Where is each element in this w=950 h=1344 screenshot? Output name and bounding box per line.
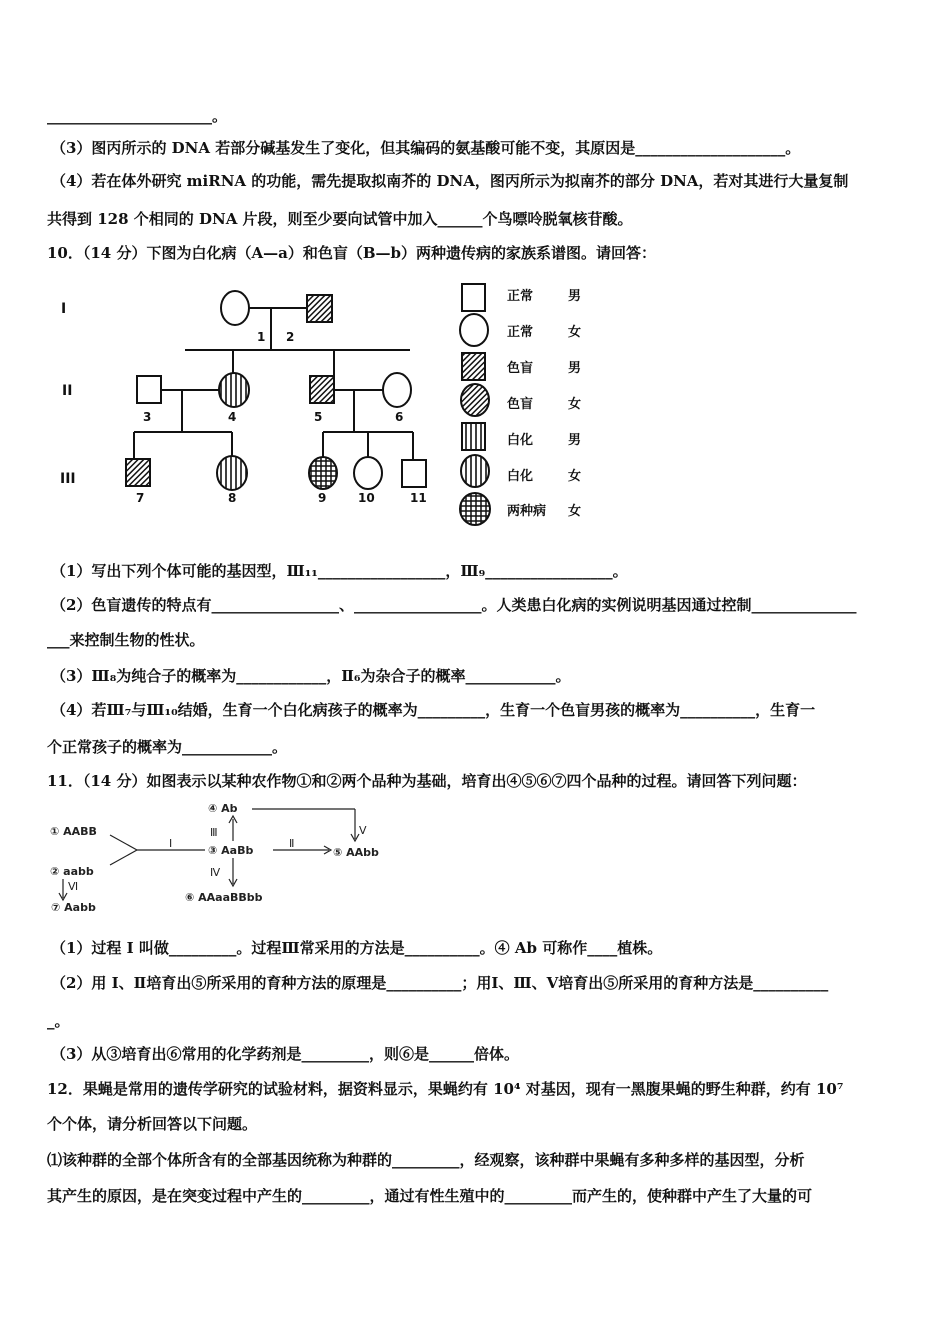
- question-9-3: （3）图丙所示的 DNA 若部分碱基发生了变化，但其编码的氨基酸可能不变，其原因是____________________。: [51, 139, 801, 157]
- question-10-2: （2）色盲遗传的特点有_________________、_________________。人类患白化病的实例说明基因通过控制______________: [51, 596, 857, 614]
- legend-kind: 白化: [507, 433, 534, 448]
- question-9-4: （4）若在体外研究 miRNA 的功能，需先提取拟南芥的 DNA，图丙所示为拟南芥的部分 DNA，若对其进行大量复制: [51, 172, 849, 190]
- individual-number: 3: [143, 410, 152, 424]
- legend-symbol: [461, 455, 489, 487]
- legend-sex: 女: [568, 504, 582, 519]
- legend-sex: 女: [568, 397, 582, 412]
- legend-symbol: [462, 284, 485, 311]
- legend-kind: 两种病: [507, 504, 547, 519]
- node-3: ③ AaBb: [208, 844, 254, 857]
- legend-symbol: [461, 384, 489, 416]
- step-label: Ⅱ: [289, 837, 295, 850]
- individual-number: 2: [286, 330, 295, 344]
- individual-number: 8: [228, 491, 237, 505]
- individual-II-4: [219, 373, 249, 407]
- question-10-1: （1）写出下列个体可能的基因型，Ⅲ₁₁_________________，Ⅲ₉_________________。: [51, 562, 628, 580]
- individual-II-6: [383, 373, 411, 407]
- step-label: Ⅳ: [210, 866, 221, 879]
- question-11-1: （1）过程 I 叫做_________。过程Ⅲ常采用的方法是__________。④ Ab 可称作____植株。: [51, 939, 663, 957]
- legend-kind: 正常: [507, 289, 534, 304]
- breeding-diagram: [48, 798, 393, 918]
- question-12-1-cont: 其产生的原因，是在突变过程中产生的_________，通过有性生殖中的_________而产生的，使种群中产生了大量的可: [47, 1187, 813, 1205]
- question-12-1: ⑴该种群的全部个体所含有的全部基因统称为种群的_________，经观察，该种群中果蝇有多种多样的基因型，分析: [47, 1151, 805, 1169]
- individual-number: 9: [318, 491, 327, 505]
- node-6: ⑥ AAaaBBbb: [185, 891, 263, 904]
- question-10-3: （3）Ⅲ₈为纯合子的概率为____________，Ⅱ₆为杂合子的概率____________。: [51, 667, 571, 685]
- step-label: Ⅲ: [210, 826, 218, 839]
- question-10-4-cont: 个正常孩子的概率为____________。: [47, 738, 288, 756]
- individual-III-11: [402, 460, 426, 487]
- generation-label: I: [61, 301, 67, 317]
- question-11-2-cont: _。: [47, 1012, 70, 1030]
- individual-II-5: [310, 376, 334, 403]
- question-10-stem: 10．（14 分）下图为白化病（A—a）和色盲（B—b）两种遗传病的家族系谱图。请回答：: [47, 244, 656, 262]
- question-10-2-cont: ___来控制生物的性状。: [47, 631, 205, 649]
- individual-number: 11: [410, 491, 427, 505]
- node-7: ⑦ Aabb: [51, 901, 96, 914]
- individual-III-9: [309, 457, 337, 489]
- question-12-stem: 12．果蝇是常用的遗传学研究的试验材料，据资料显示，果蝇约有 10⁴ 对基因，现有一黑腹果蝇的野生种群，约有 10⁷: [47, 1080, 844, 1098]
- question-10-4: （4）若Ⅲ₇与Ⅲ₁₀结婚，生育一个白化病孩子的概率为_________，生育一个色盲男孩的概率为__________，生育一: [51, 701, 816, 719]
- legend-sex: 女: [568, 325, 582, 340]
- individual-number: 1: [257, 330, 266, 344]
- question-11-2: （2）用 I、Ⅱ培育出⑤所采用的育种方法的原理是__________；用Ⅰ、Ⅲ、Ⅴ培育出⑤所采用的育种方法是__________: [51, 974, 829, 992]
- individual-number: 10: [358, 491, 375, 505]
- node-5: ⑤ AAbb: [333, 846, 379, 859]
- legend-symbol: [460, 493, 490, 525]
- pedigree-legend: [460, 284, 581, 525]
- legend-symbol: [462, 353, 485, 380]
- legend-sex: 男: [568, 289, 582, 304]
- individual-number: 6: [395, 410, 404, 424]
- legend-sex: 男: [568, 433, 582, 448]
- legend-sex: 女: [568, 469, 582, 484]
- individual-III-10: [354, 457, 382, 489]
- legend-symbol: [460, 314, 488, 346]
- step-label: Ⅴ: [359, 824, 367, 837]
- question-11-3: （3）从③培育出⑥常用的化学药剂是_________，则⑥是______倍体。: [51, 1045, 519, 1063]
- node-2: ② aabb: [50, 865, 94, 878]
- question-11-stem: 11．（14 分）如图表示以某种农作物①和②两个品种为基础，培育出④⑤⑥⑦四个品种的过程。请回答下列问题：: [47, 772, 807, 790]
- step-label: I: [169, 837, 173, 850]
- question-9-4-cont: 共得到 128 个相同的 DNA 片段，则至少要向试管中加入______个鸟嘌呤脱氧核苷酸。: [47, 210, 633, 228]
- legend-sex: 男: [568, 361, 582, 376]
- text-line-blank: ______________________。: [47, 107, 228, 125]
- individual-III-7: [126, 459, 150, 486]
- node-1: ① AABB: [50, 825, 97, 838]
- legend-kind: 色盲: [507, 397, 534, 412]
- individual-III-8: [217, 456, 247, 490]
- node-4: ④ Ab: [208, 802, 238, 815]
- legend-kind: 正常: [507, 325, 534, 340]
- individual-number: 4: [228, 410, 237, 424]
- individual-I-2: [307, 295, 332, 322]
- individual-I-1: [221, 291, 249, 325]
- generation-label: II: [62, 383, 73, 399]
- legend-kind: 白化: [507, 469, 534, 484]
- step-label: Ⅵ: [68, 880, 79, 893]
- individual-number: 7: [136, 491, 145, 505]
- generation-label: III: [60, 471, 76, 487]
- question-12-stem-cont: 个个体，请分析回答以下问题。: [47, 1115, 258, 1133]
- legend-kind: 色盲: [507, 361, 534, 376]
- pedigree-chart: [50, 275, 610, 530]
- individual-number: 5: [314, 410, 323, 424]
- individual-II-3: [137, 376, 161, 403]
- legend-symbol: [462, 423, 485, 450]
